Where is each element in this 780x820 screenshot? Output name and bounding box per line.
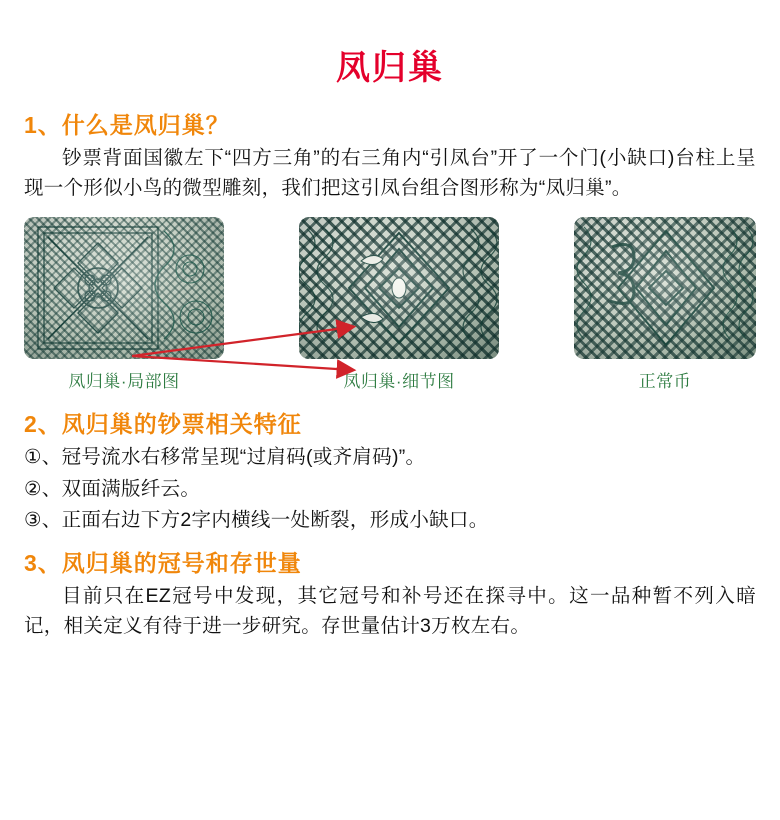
figure-row — [24, 217, 756, 392]
figure-detail-view-image — [299, 217, 499, 359]
document-page — [0, 40, 780, 820]
section-heading-1: 1、什么是凤归巢？ — [24, 112, 230, 138]
figure-normal-note-image — [574, 217, 756, 359]
figure-detail-view — [299, 217, 499, 392]
section-2-item-1: ①、冠号流水右移常呈现“过肩码(或齐肩码)”。 — [24, 446, 426, 469]
section-2-item-3: ③、正面右边下方2字内横线一处断裂，形成小缺口。 — [24, 508, 489, 531]
figure-partial-view-image — [24, 217, 224, 359]
figure-partial-view-caption: 凤归巢·局部图 — [68, 372, 180, 392]
section-1-paragraph: 钞票背面国徽左下“四方三角”的右三角内“引凤台”开了一个门(小缺口)台柱上呈现一个形似小鸟的微型雕刻，我们把这引凤台组合图形称为“凤归巢”。 — [24, 147, 756, 199]
figure-normal-note-caption: 正常币 — [638, 372, 692, 392]
figure-detail-view-caption: 凤归巢·细节图 — [343, 372, 455, 392]
section-heading-2: 2、凤归巢的钞票相关特征 — [24, 411, 302, 438]
figure-partial-view — [24, 217, 224, 392]
figure-normal-note — [574, 217, 756, 392]
section-heading-3: 3、凤归巢的冠号和存世量 — [24, 550, 302, 576]
page-title: 凤归巢 — [336, 49, 444, 87]
section-2-item-2: ②、双面满版纤云。 — [24, 477, 201, 500]
section-3-paragraph: 目前只在EZ冠号中发现，其它冠号和补号还在探寻中。这一品种暂不列入暗记，相关定义有待于进一步研究。存世量估计3万枚左右。 — [24, 585, 756, 637]
